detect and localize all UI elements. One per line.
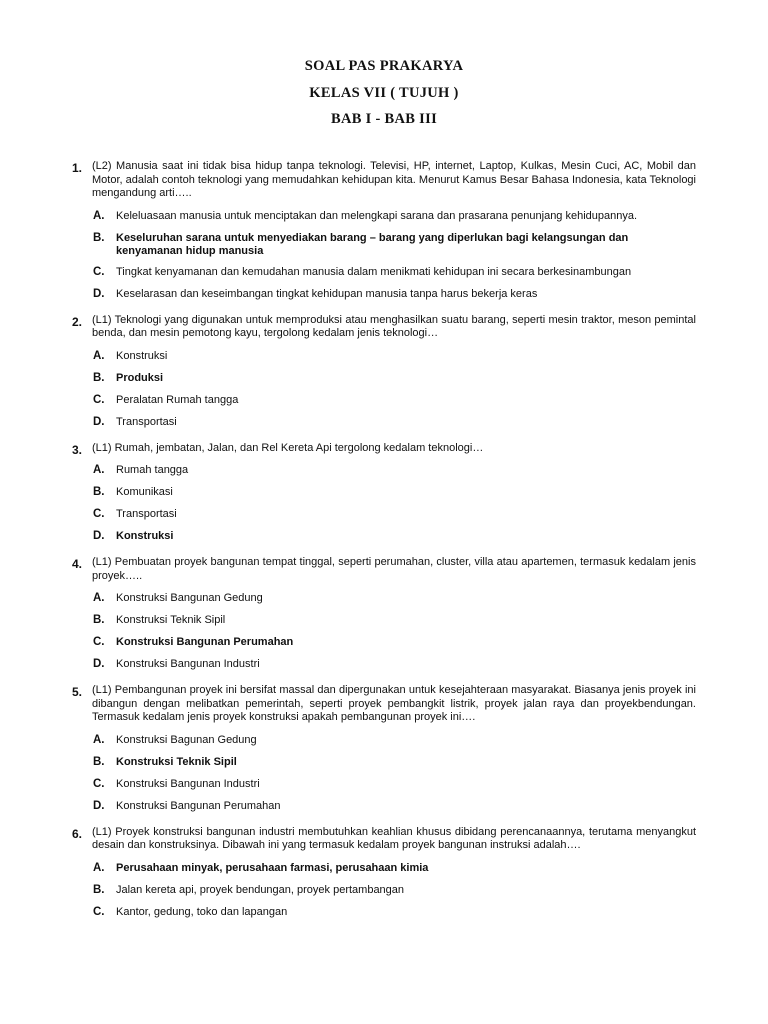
question-number: 3. — [72, 442, 83, 457]
answer-options — [0, 734, 768, 814]
answer-option — [0, 416, 768, 430]
option-letter: D. — [93, 658, 105, 670]
document-title: SOAL PAS PRAKARYA — [304, 58, 464, 74]
option-text: Peralatan Rumah tangga — [116, 393, 239, 406]
option-text: Tingkat kenyamanan dan kemudahan manusia dalam menikmati kehidupan ini secara berkesinambungan — [116, 265, 632, 278]
option-letter: C. — [93, 508, 105, 520]
question-text: (L1) Rumah, jembatan, Jalan, dan Rel Kereta Api tergolong kedalam teknologi… — [92, 441, 484, 454]
answer-option — [0, 614, 768, 628]
answer-options — [0, 862, 768, 920]
question-number: 1. — [72, 161, 83, 175]
option-text: Konstruksi Bangunan Perumahan — [116, 636, 294, 648]
question-list — [0, 160, 768, 930]
option-text: Kantor, gedung, toko dan lapangan — [116, 905, 288, 918]
question-number: 2. — [72, 314, 83, 329]
question-header — [0, 556, 768, 583]
option-letter: C. — [93, 393, 105, 406]
option-letter: B. — [93, 371, 105, 384]
answer-option — [0, 862, 768, 876]
answer-option — [0, 906, 768, 920]
option-letter: A. — [93, 209, 105, 222]
answer-option — [0, 372, 768, 386]
option-letter: C. — [93, 636, 105, 648]
option-letter: C. — [93, 905, 105, 918]
option-text: Transportasi — [116, 508, 177, 520]
option-letter: A. — [93, 592, 105, 604]
option-letter: D. — [93, 530, 105, 542]
option-text: Keseluruhan sarana untuk menyediakan barang – barang yang diperlukan bagi kelangsungan dan kenyamanan hidup manusia — [116, 231, 629, 257]
option-letter: A. — [93, 733, 105, 746]
answer-option — [0, 232, 768, 258]
option-letter: B. — [93, 614, 105, 626]
answer-option — [0, 592, 768, 606]
question-text: (L2) Manusia saat ini tidak bisa hidup tanpa teknologi. Televisi, HP, internet, Laptop, Kulkas, Mesin Cuci, AC, Mobil dan Motor, adalah contoh teknologi yang memudahkan kehidupan kita. Menurut Kamus Besar Bahasa Indonesia, kata Teknologi mengandung arti….. — [92, 160, 696, 199]
option-text: Konstruksi Bangunan Industri — [116, 777, 260, 790]
answer-options — [0, 210, 768, 302]
class-subtitle: KELAS VII ( TUJUH ) — [309, 85, 459, 101]
answer-option — [0, 756, 768, 770]
option-letter: D. — [93, 415, 105, 428]
option-text: Perusahaan minyak, perusahaan farmasi, perusahaan kimia — [116, 861, 429, 874]
question-text: (L1) Pembuatan proyek bangunan tempat tinggal, seperti perumahan, cluster, villa atau apartemen, termasuk kedalam jenis proyek….. — [92, 556, 696, 582]
question-number: 5. — [72, 685, 83, 699]
answer-option — [0, 734, 768, 748]
option-letter: B. — [93, 883, 105, 896]
question-item — [0, 442, 768, 545]
question-header — [0, 160, 768, 201]
answer-options — [0, 592, 768, 672]
option-letter: B. — [93, 231, 105, 244]
question-text: (L1) Proyek konstruksi bangunan industri membutuhkan keahlian khusus dibidang perencanaannya, terutama menyangkut desain dan konstruksinya. Dibawah ini yang termasuk kedalam proyek bangunan instruksi adalah…. — [92, 825, 696, 851]
option-text: Komunikasi — [116, 486, 173, 498]
option-letter: C. — [93, 777, 105, 790]
option-text: Konstruksi Bagunan Gedung — [116, 733, 257, 746]
answer-option — [0, 464, 768, 478]
option-text: Konstruksi Bangunan Industri — [116, 658, 260, 670]
option-text: Konstruksi Teknik Sipil — [116, 755, 237, 768]
option-letter: D. — [93, 799, 105, 812]
option-text: Konstruksi — [116, 349, 168, 362]
option-letter: A. — [93, 349, 105, 362]
chapter-subtitle: BAB I - BAB III — [330, 111, 438, 127]
option-text: Konstruksi Bangunan Perumahan — [116, 799, 281, 812]
answer-option — [0, 884, 768, 898]
answer-options — [0, 350, 768, 430]
answer-option — [0, 778, 768, 792]
question-item — [0, 556, 768, 672]
option-text: Jalan kereta api, proyek bendungan, proyek pertambangan — [116, 883, 405, 896]
question-number: 4. — [72, 557, 83, 571]
option-text: Produksi — [116, 371, 164, 384]
question-text: (L1) Pembangunan proyek ini bersifat massal dan dipergunakan untuk kesejahteraan masyarakat. Biasanya jenis proyek ini dibangun dengan melibatkan pemerintah, seperti proyek pembangkit listrik, proyek jalan raya dan proyekbendungan. Termasuk kedalam jenis proyek konstruksi apakah pembangunan proyek ini…. — [92, 684, 696, 723]
answer-option — [0, 394, 768, 408]
answer-option — [0, 210, 768, 224]
answer-option — [0, 288, 768, 302]
question-item — [0, 684, 768, 814]
question-header — [0, 826, 768, 853]
question-item — [0, 826, 768, 920]
question-item — [0, 160, 768, 302]
option-text: Transportasi — [116, 415, 177, 428]
question-header — [0, 314, 768, 341]
answer-option — [0, 486, 768, 500]
answer-option — [0, 508, 768, 522]
answer-options — [0, 464, 768, 544]
question-header — [0, 442, 768, 456]
answer-option — [0, 350, 768, 364]
answer-option — [0, 636, 768, 650]
option-text: Rumah tangga — [116, 464, 189, 476]
option-letter: B. — [93, 486, 105, 498]
option-letter: A. — [93, 861, 105, 874]
option-letter: A. — [93, 464, 105, 476]
answer-option — [0, 658, 768, 672]
option-letter: B. — [93, 755, 105, 768]
option-letter: C. — [93, 265, 105, 278]
option-text: Keselarasan dan keseimbangan tingkat kehidupan manusia tanpa harus bekerja keras — [116, 287, 538, 300]
question-header — [0, 684, 768, 725]
answer-option — [0, 266, 768, 280]
question-number: 6. — [72, 826, 83, 841]
option-text: Konstruksi Bangunan Gedung — [116, 592, 263, 604]
option-text: Konstruksi Teknik Sipil — [116, 614, 226, 626]
question-item — [0, 314, 768, 430]
option-text: Konstruksi — [116, 530, 174, 542]
answer-option — [0, 800, 768, 814]
question-text: (L1) Teknologi yang digunakan untuk memproduksi atau menghasilkan suatu barang, seperti mesin traktor, meson pemintal benda, dan mesin pemotong kayu, tergolong kedalam jenis teknologi… — [92, 313, 696, 339]
answer-option — [0, 530, 768, 544]
option-letter: D. — [93, 287, 105, 300]
option-text: Keleluasaan manusia untuk menciptakan dan melengkapi sarana dan prasarana penunjang kehidupannya. — [116, 209, 638, 222]
